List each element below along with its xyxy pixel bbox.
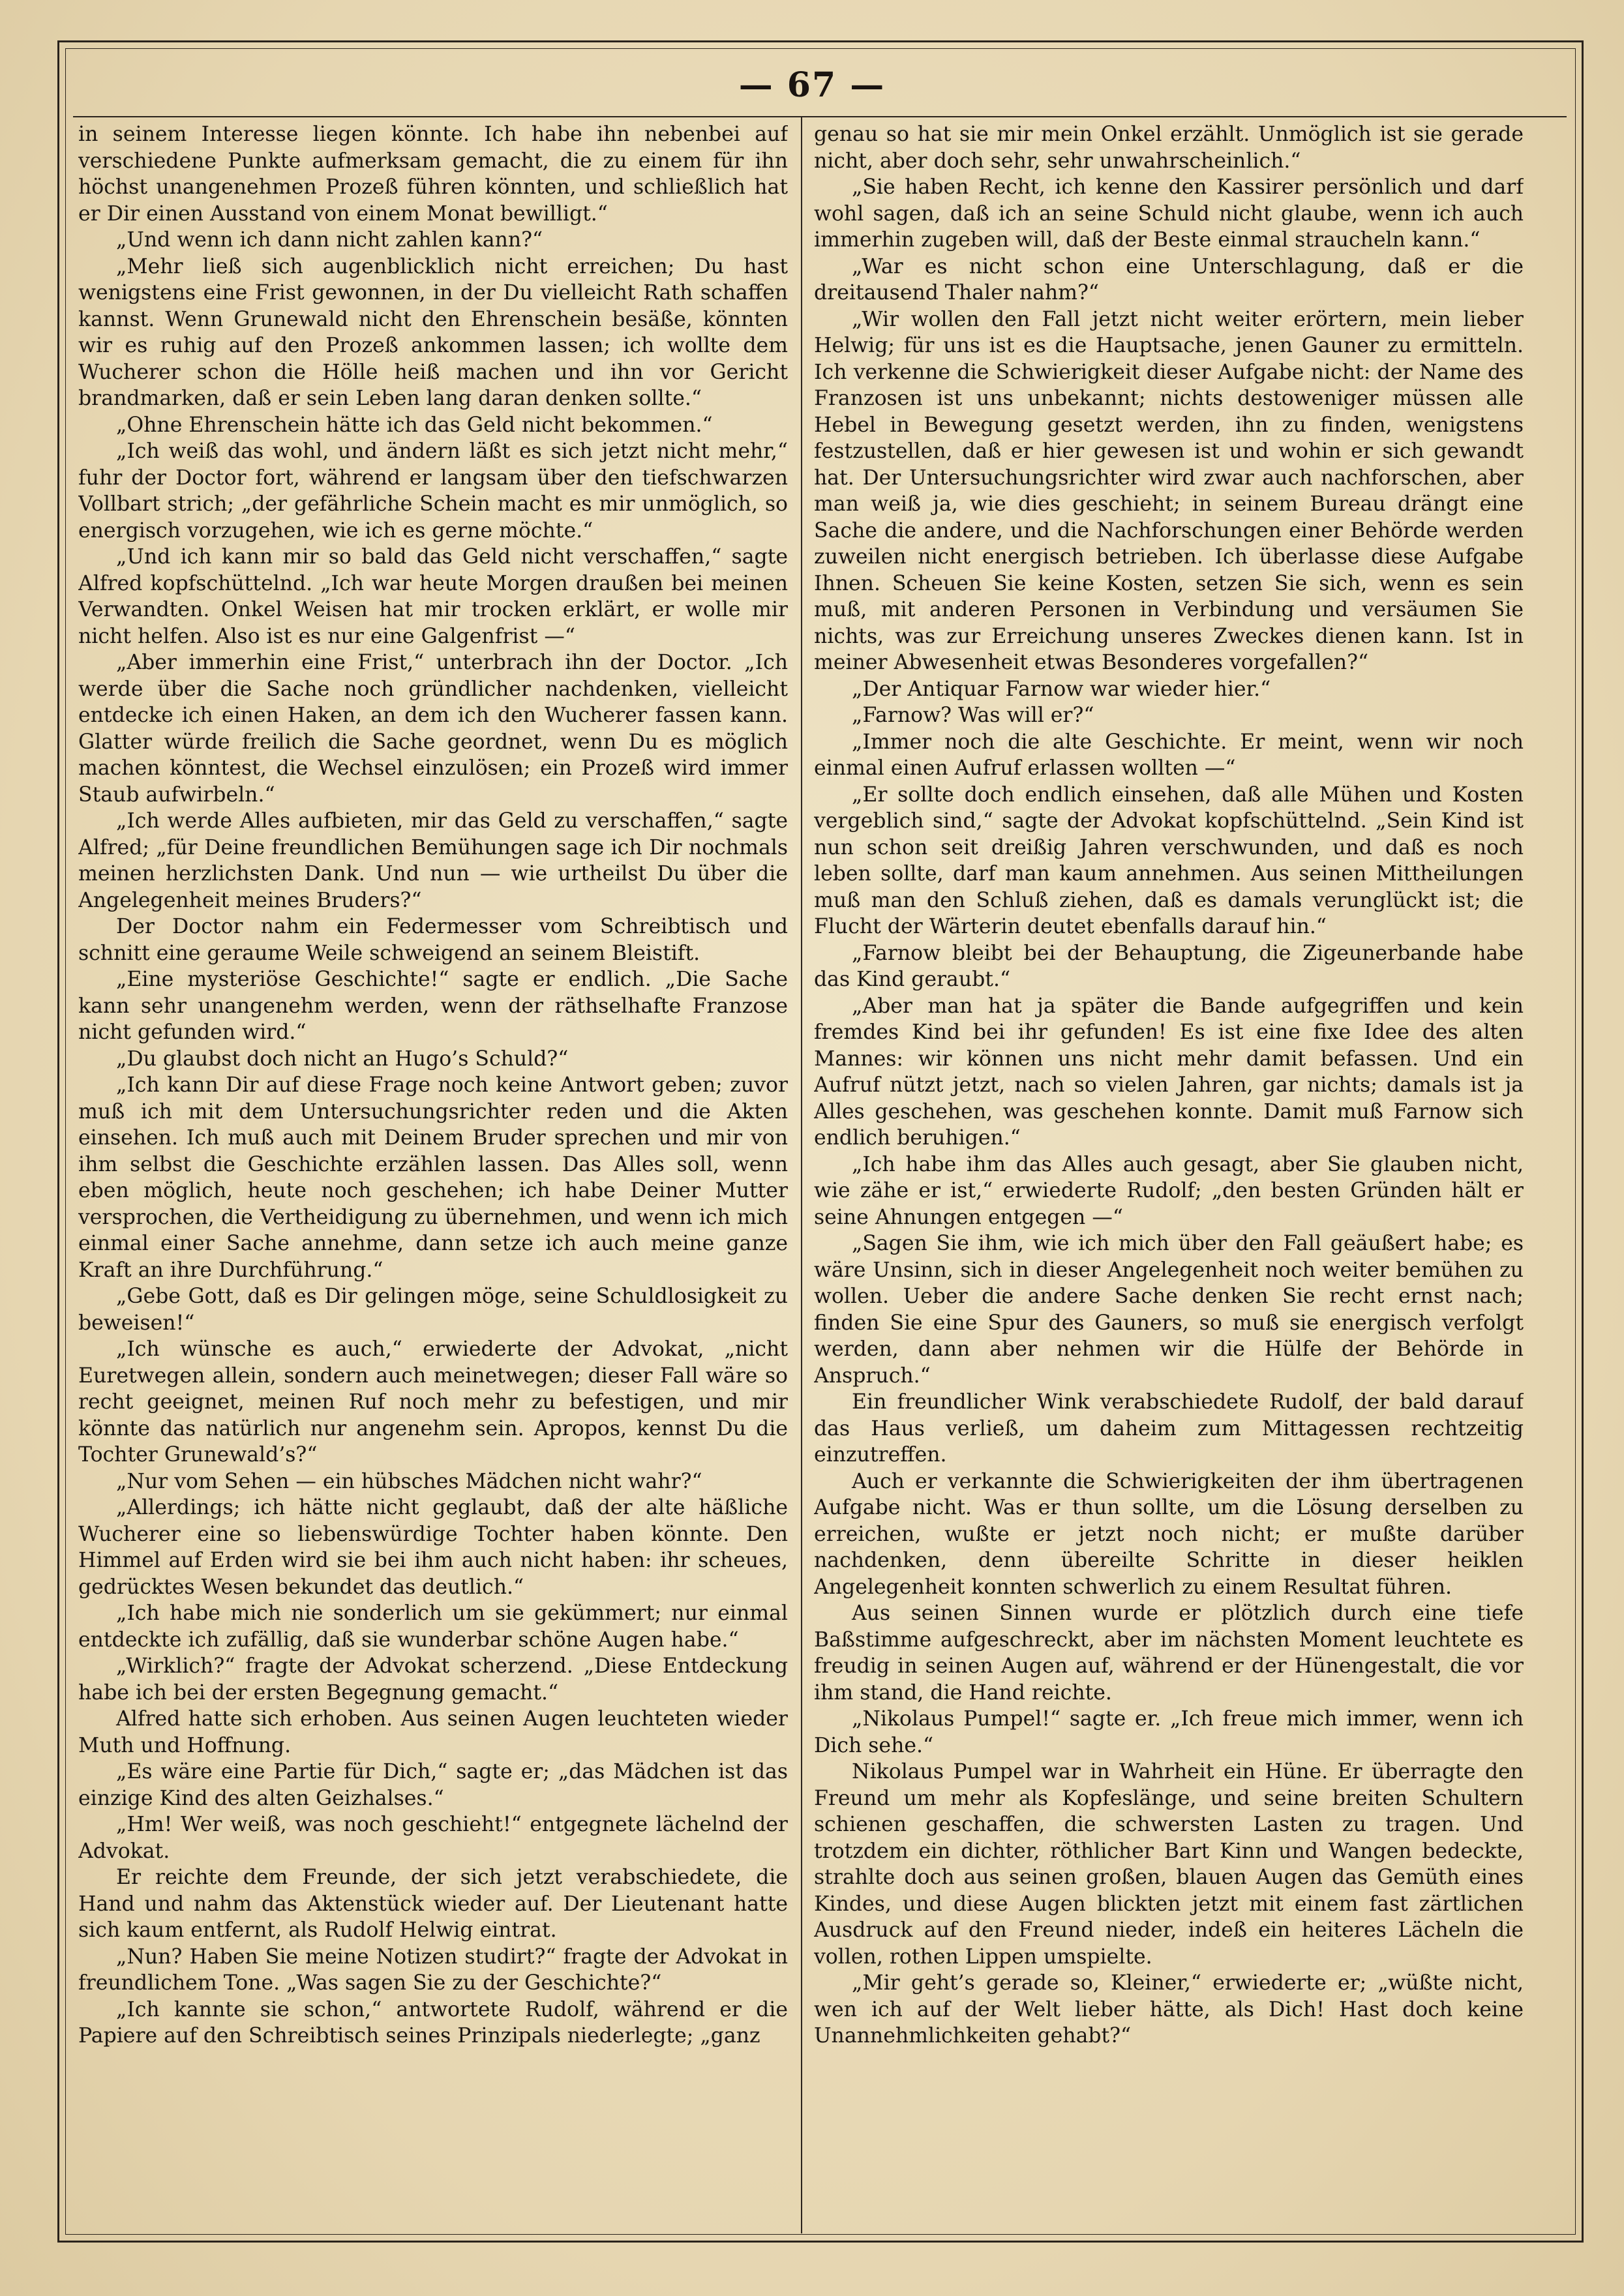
left-column — [78, 121, 788, 2224]
paragraph: „Der Antiquar Farnow war wieder hier.“ — [852, 677, 1271, 701]
header-rule — [73, 116, 1567, 117]
paragraph: Alfred hatte sich erhoben. Aus seinen Augen leuchteten wieder Muth und Hoffnung. — [78, 1707, 788, 1757]
paragraph: „Ich habe mich nie sonderlich um sie gekümmert; nur einmal entdeckte ich zufällig, daß sie wunderbar schöne Augen habe.“ — [78, 1602, 788, 1652]
paragraph: „Ich kann Dir auf diese Frage noch keine Antwort geben; zuvor muß ich mit dem Untersuchungsrichter reden und die Akten einsehen. Ich muß auch mit Deinem Bruder sprechen und mir von ihm selbst die Geschichte erzählen lassen. Das Alles soll, wenn eben möglich, heute noch geschehen; ich habe Deiner Mutter versprochen, die Vertheidigung zu übernehmen, und wenn ich mich einmal einer Sache annehme, dann setze ich auch meine ganze Kraft an ihre Durchführung.“ — [78, 1073, 788, 1282]
page-number: — 67 — — [738, 65, 886, 105]
paragraph: Nikolaus Pumpel war in Wahrheit ein Hüne. Er überragte den Freund um mehr als Kopfeslänge, und seine breiten Schultern schienen geschaffen, die schwersten Lasten zu tragen. Und trotzdem ein dichter, röthlicher Bart Kinn und Wangen bedeckte, strahlte doch aus seinen großen, blauen Augen das Gemüth eines Kindes, und diese Augen blickten jetzt mit einem fast zärtlichen Ausdruck auf den Freund nieder, indeß ein heiteres Lächeln die vollen, rothen Lippen umspielte. — [814, 1760, 1524, 1969]
paragraph: „Und ich kann mir so bald das Geld nicht verschaffen,“ sagte Alfred kopfschüttelnd. „Ich war heute Morgen draußen bei meinen Verwandten. Onkel Weisen hat mir trocken erklärt, er wolle mir nicht helfen. Also ist es nur eine Galgenfrist —“ — [78, 545, 788, 648]
paragraph: „Ohne Ehrenschein hätte ich das Geld nicht bekommen.“ — [116, 413, 713, 437]
paragraph: „Hm! Wer weiß, was noch geschieht!“ entgegnete lächelnd der Advokat. — [78, 1813, 788, 1863]
paragraph: Der Doctor nahm ein Federmesser vom Schreibtisch und schnitt eine geraume Weile schweigend an seinem Bleistift. — [78, 915, 788, 965]
paragraph: „Du glaubst doch nicht an Hugo’s Schuld?“ — [116, 1047, 569, 1071]
paragraph: „Nur vom Sehen — ein hübsches Mädchen nicht wahr?“ — [116, 1469, 702, 1493]
paragraph: „Und wenn ich dann nicht zahlen kann?“ — [116, 228, 543, 252]
paragraph: Auch er verkannte die Schwierigkeiten der ihm übertragenen Aufgabe nicht. Was er thun sollte, um die Lösung derselben zu erreichen, wußte er jetzt noch nicht; er mußte darüber nachdenken, denn übereilte Schritte in dieser heiklen Angelegenheit konnten schwerlich zu einem Resultat führen. — [814, 1469, 1524, 1599]
paragraph: „Allerdings; ich hätte nicht geglaubt, daß der alte häßliche Wucherer eine so liebenswürdige Tochter haben könnte. Den Himmel auf Erden wird sie bei ihm auch nicht haben: ihr scheues, gedrücktes Wesen bekundet das deutlich.“ — [78, 1496, 788, 1599]
paragraph: „Nun? Haben Sie meine Notizen studirt?“ fragte der Advokat in freundlichem Tone. „Was sagen Sie zu der Geschichte?“ — [78, 1945, 788, 1995]
paragraph: „Ich habe ihm das Alles auch gesagt, aber Sie glauben nicht, wie zähe er ist,“ erwiederte Rudolf; „den besten Gründen hält er seine Ahnungen entgegen —“ — [814, 1152, 1524, 1229]
paragraph: „Mehr ließ sich augenblicklich nicht erreichen; Du hast wenigstens eine Frist gewonnen, in der Du vielleicht Rath schaffen kannst. Wenn Grunewald nicht den Ehrenschein besäße, könnten wir es ruhig auf den Prozeß ankommen lassen; ich wollte dem Wucherer schon die Hölle heiß machen und ihn vor Gericht brandmarken, daß er sein Leben lang daran denken sollte.“ — [78, 254, 788, 410]
paragraph: „Immer noch die alte Geschichte. Er meint, wenn wir noch einmal einen Aufruf erlassen wollten —“ — [814, 730, 1524, 780]
paragraph: „Farnow bleibt bei der Behauptung, die Zigeunerbande habe das Kind geraubt.“ — [814, 941, 1524, 991]
paragraph: „Sagen Sie ihm, wie ich mich über den Fall geäußert habe; es wäre Unsinn, sich in dieser Angelegenheit noch weiter bemühen zu wollen. Ueber die andere Sache denken Sie recht ernst nach; finden Sie eine Spur des Gauners, so muß sie energisch verfolgt werden, dann aber nehmen wir die Hülfe der Behörde in Anspruch.“ — [814, 1232, 1524, 1388]
paragraph: „Aber immerhin eine Frist,“ unterbrach ihn der Doctor. „Ich werde über die Sache noch gründlicher nachdenken, vielleicht entdecke ich einen Haken, an dem ich den Wucherer fassen kann. Glatter würde freilich die Sache geordnet, wenn Du es möglich machen könntest, die Wechsel einzulösen; ein Prozeß wird immer Staub aufwirbeln.“ — [78, 651, 788, 807]
paragraph: „Mir geht’s gerade so, Kleiner,“ erwiederte er; „wüßte nicht, wen ich auf der Welt lieber hätte, als Dich! Hast doch keine Unannehmlichkeiten gehabt?“ — [814, 1971, 1524, 2048]
paragraph: in seinem Interesse liegen könnte. Ich habe ihn nebenbei auf verschiedene Punkte aufmerksam gemacht, die zu einem für ihn höchst unangenehmen Prozeß führen könnten, und schließlich hat er Dir einen Ausstand von einem Monat bewilligt.“ — [78, 123, 788, 226]
paragraph: „Aber man hat ja später die Bande aufgegriffen und kein fremdes Kind bei ihr gefunden! Es ist eine fixe Idee des alten Mannes: wir können uns nicht mehr damit befassen. Und ein Aufruf nützt jetzt, nach so vielen Jahren, gar nichts; damals ist ja Alles geschehen, was geschehen konnte. Damit muß Farnow sich endlich beruhigen.“ — [814, 994, 1524, 1150]
paragraph: Ein freundlicher Wink verabschiedete Rudolf, der bald darauf das Haus verließ, um daheim zum Mittagessen rechtzeitig einzutreffen. — [814, 1390, 1524, 1467]
paragraph: „War es nicht schon eine Unterschlagung, daß er die dreitausend Thaler nahm?“ — [814, 254, 1524, 305]
paragraph: „Eine mysteriöse Geschichte!“ sagte er endlich. „Die Sache kann sehr unangenehm werden, wenn der räthselhafte Franzose nicht gefunden wird.“ — [78, 968, 788, 1044]
paragraph: „Wirklich?“ fragte der Advokat scherzend. „Diese Entdeckung habe ich bei der ersten Begegnung gemacht.“ — [78, 1654, 788, 1705]
paragraph: Aus seinen Sinnen wurde er plötzlich durch eine tiefe Baßstimme aufgeschreckt, aber im nächsten Moment leuchtete es freudig in seinen Augen auf, während er der Hünengestalt, die vor ihm stand, die Hand reichte. — [814, 1602, 1524, 1705]
paragraph: „Ich kannte sie schon,“ antwortete Rudolf, während er die Papiere auf den Schreibtisch seines Prinzipals niederlegte; „ganz — [78, 1997, 788, 2048]
paragraph: „Er sollte doch endlich einsehen, daß alle Mühen und Kosten vergeblich sind,“ sagte der Advokat kopfschüttelnd. „Sein Kind ist nun schon seit dreißig Jahren verschwunden, und daß es noch leben sollte, darf man kaum annehmen. Aus seinen Mittheilungen muß man den Schluß ziehen, daß es damals verunglückt ist; die Flucht der Wärterin deutet ebenfalls darauf hin.“ — [814, 783, 1524, 938]
paragraph: „Ich wünsche es auch,“ erwiederte der Advokat, „nicht Euretwegen allein, sondern auch meinetwegen; dieser Fall wäre so recht geeignet, meinen Ruf noch mehr zu befestigen, und mir könnte das natürlich nur angenehm sein. Apropos, kennst Du die Tochter Grunewald’s?“ — [78, 1337, 788, 1467]
paragraph: „Gebe Gott, daß es Dir gelingen möge, seine Schuldlosigkeit zu beweisen!“ — [78, 1285, 788, 1335]
paragraph: „Ich weiß das wohl, und ändern läßt es sich jetzt nicht mehr,“ fuhr der Doctor fort, während er langsam über den tiefschwarzen Vollbart strich; „der gefährliche Schein macht es mir unmöglich, so energisch vorzugehen, wie ich es gerne möchte.“ — [78, 440, 788, 543]
paragraph: „Ich werde Alles aufbieten, mir das Geld zu verschaffen,“ sagte Alfred; „für Deine freundlichen Bemühungen sage ich Dir nochmals meinen herzlichsten Dank. Und nun — wie urtheilst Du über die Angelegenheit meines Bruders?“ — [78, 809, 788, 912]
right-column — [814, 121, 1524, 2224]
paragraph: genau so hat sie mir mein Onkel erzählt. Unmöglich ist sie gerade nicht, aber doch sehr, sehr unwahrscheinlich.“ — [814, 123, 1524, 173]
column-divider — [801, 117, 802, 2233]
paragraph: „Farnow? Was will er?“ — [852, 704, 1094, 727]
paragraph: „Sie haben Recht, ich kenne den Kassirer persönlich und darf wohl sagen, daß ich an seine Schuld nicht glaube, wenn ich auch immerhin zugeben will, daß der Beste einmal straucheln kann.“ — [814, 175, 1524, 252]
paragraph: „Nikolaus Pumpel!“ sagte er. „Ich freue mich immer, wenn ich Dich sehe.“ — [814, 1707, 1524, 1757]
paragraph: „Es wäre eine Partie für Dich,“ sagte er; „das Mädchen ist das einzige Kind des alten Geizhalses.“ — [78, 1760, 788, 1810]
paragraph: „Wir wollen den Fall jetzt nicht weiter erörtern, mein lieber Helwig; für uns ist es die Hauptsache, jenen Gauner zu ermitteln. Ich verkenne die Schwierigkeit dieser Aufgabe nicht: der Name des Franzosen ist uns unbekannt; nichts destoweniger müssen alle Hebel in Bewegung gesetzt werden, ihn zu finden, wenigstens festzustellen, daß er hier gewesen ist und wohin er sich gewandt hat. Der Untersuchungsrichter wird zwar auch nachforschen, aber man weiß ja, wie dies geschieht; in seinem Bureau drängt eine Sache die andere, und die Nachforschungen einer Behörde werden zuweilen nicht energisch betrieben. Ich überlasse diese Aufgabe Ihnen. Scheuen Sie keine Kosten, setzen Sie sich, wenn es sein muß, mit anderen Personen in Verbindung und versäumen Sie nichts, was zur Erreichung unseres Zweckes dienen kann. Ist in meiner Abwesenheit etwas Besonderes vorgefallen?“ — [814, 307, 1524, 674]
paragraph: Er reichte dem Freunde, der sich jetzt verabschiedete, die Hand und nahm das Aktenstück wieder auf. Der Lieutenant hatte sich kaum entfernt, als Rudolf Helwig eintrat. — [78, 1866, 788, 1942]
